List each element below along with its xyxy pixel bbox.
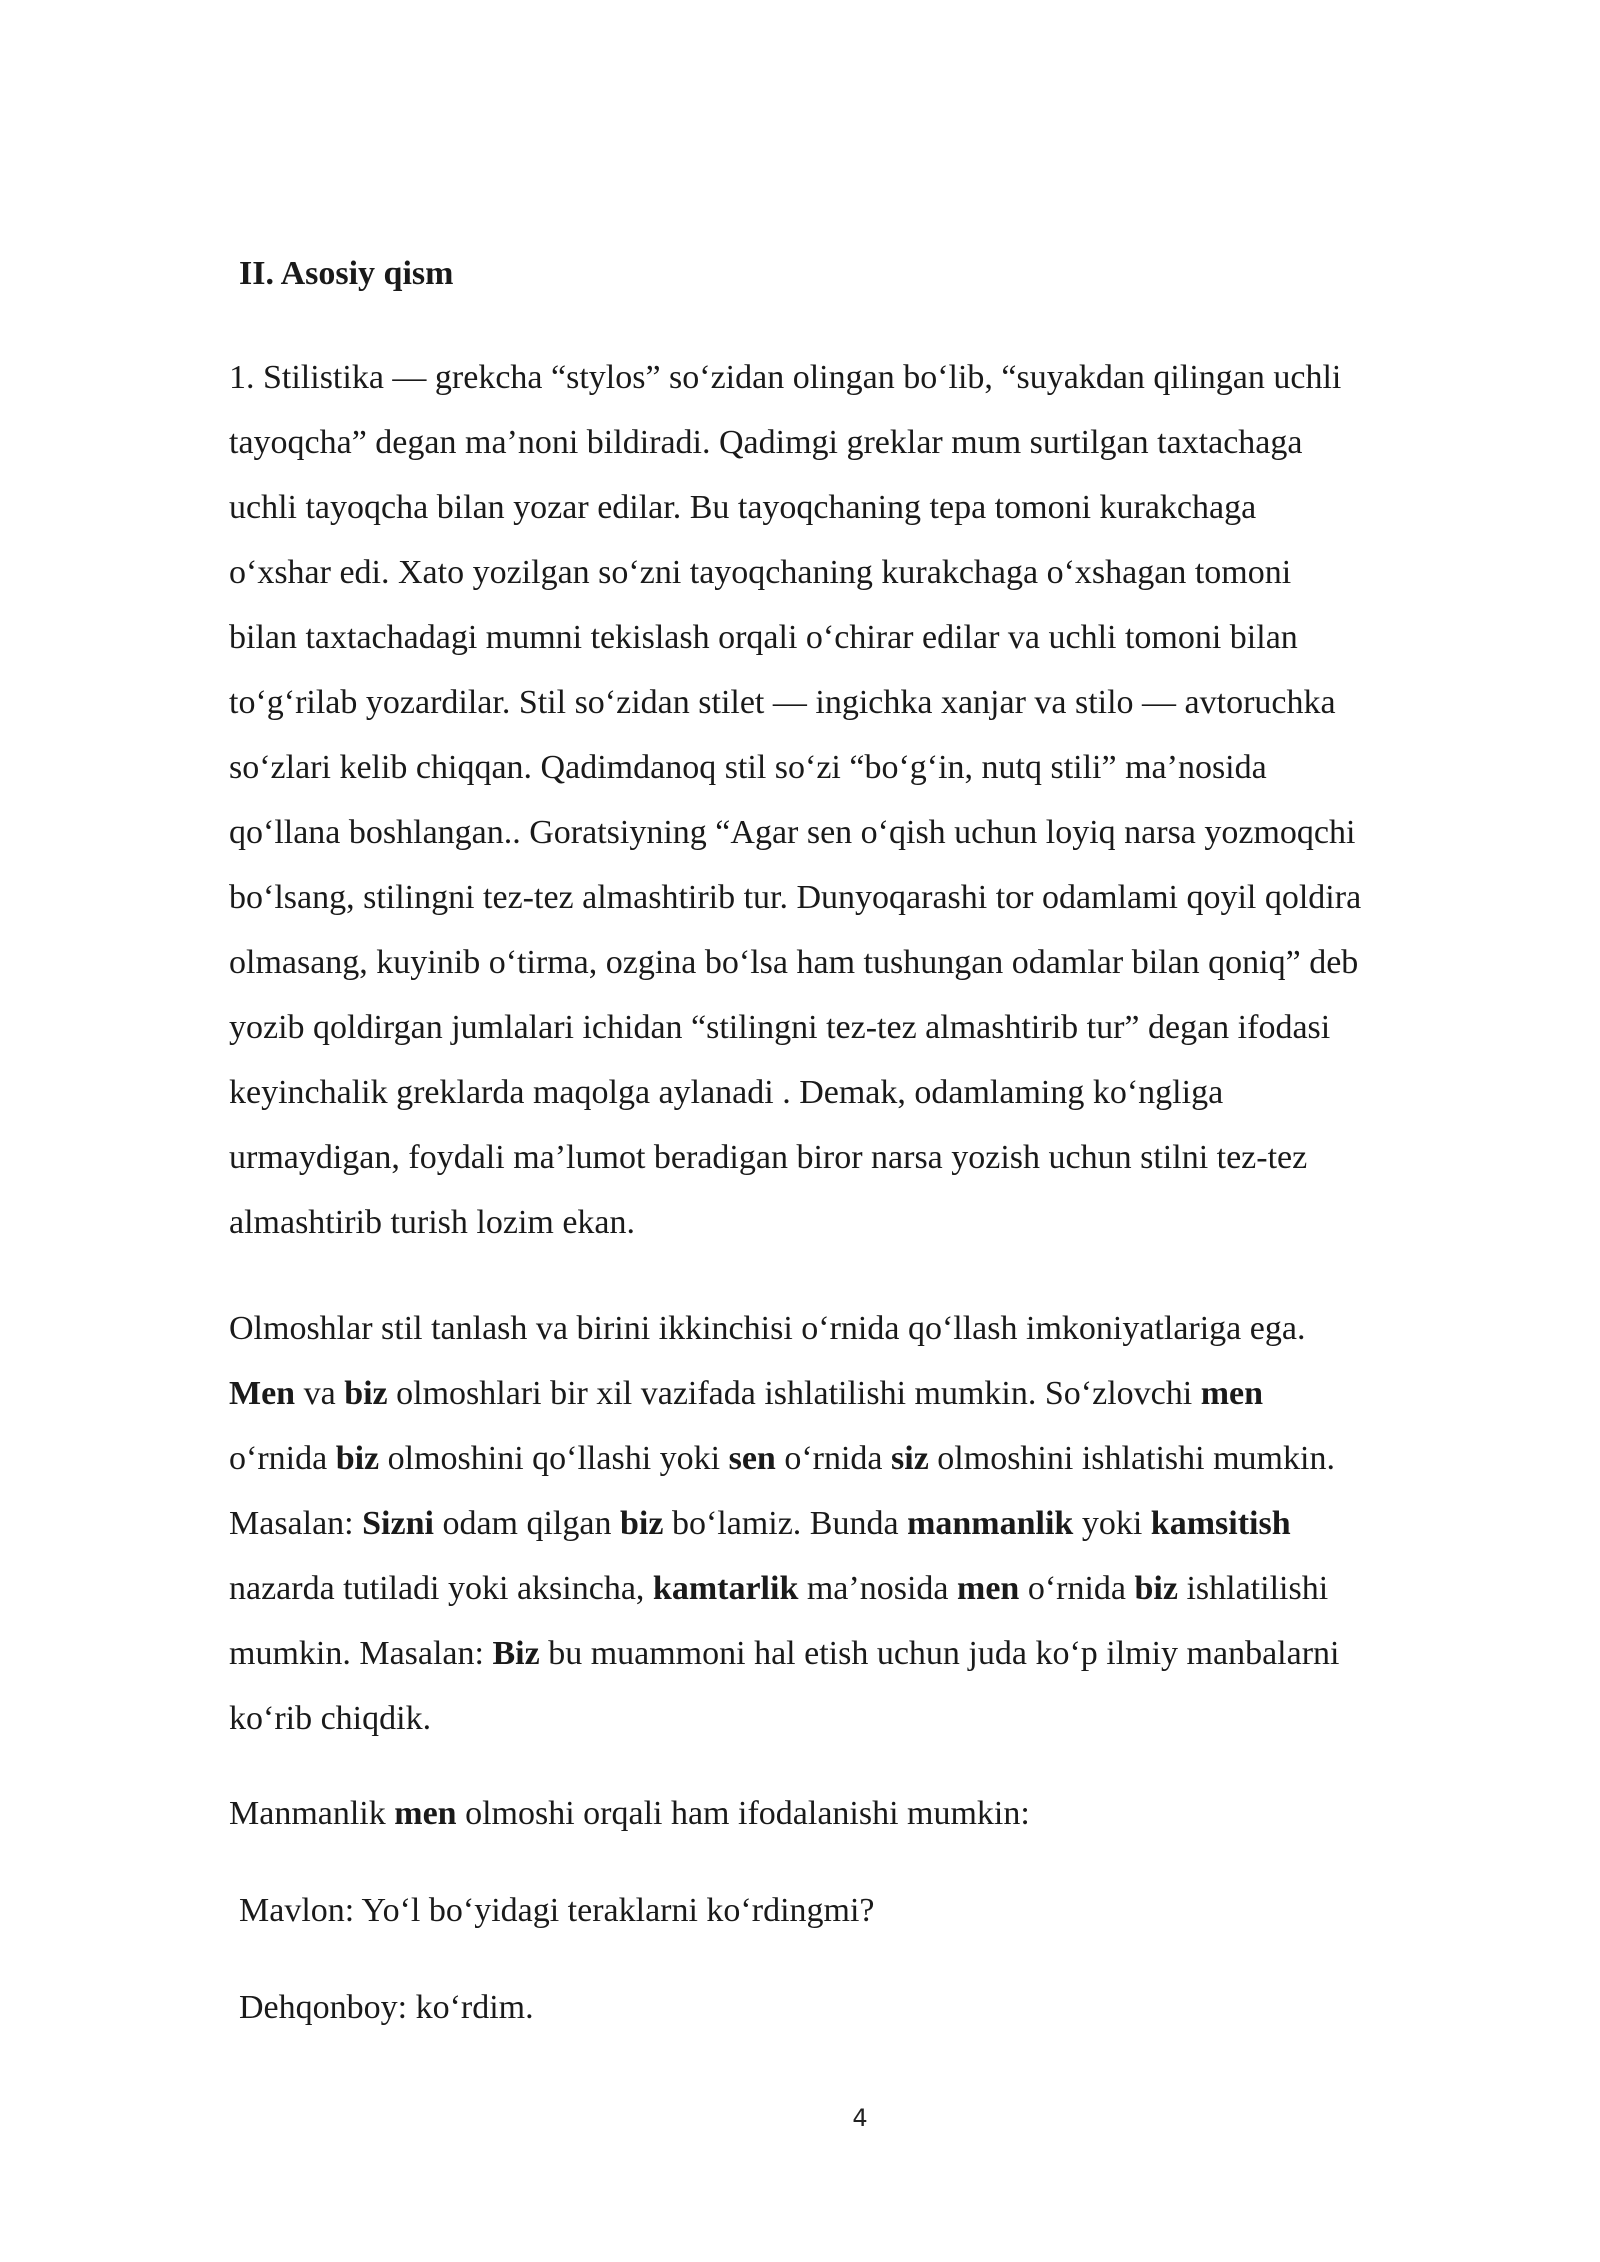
text-line (229, 1686, 1519, 1751)
bold-term: men (394, 1795, 457, 1832)
bold-term: men (1200, 1375, 1264, 1412)
paragraph-olmoshlar (229, 1296, 1519, 1751)
text-run: Masalan: (229, 1505, 363, 1542)
text-line: keyinchalik greklarda maqolga aylanadi . Demak, odamlaming ko‘ngliga (229, 1074, 1224, 1111)
text-run: bu muammoni hal etish uchun juda ko‘p ilmiy manbalarni (539, 1635, 1340, 1672)
text-run: olmoshi orqali ham ifodalanishi mumkin: (456, 1795, 1030, 1832)
bold-term: biz (1134, 1570, 1178, 1607)
text-run: mumkin. Masalan: (229, 1635, 493, 1672)
bold-term: biz (335, 1440, 380, 1477)
text-line (229, 1361, 1519, 1426)
page-number: 4 (852, 2104, 868, 2132)
text-run: bo‘lamiz. Bunda (663, 1505, 908, 1542)
text-run: odam qilgan (433, 1505, 620, 1542)
text-line (229, 1426, 1519, 1491)
paragraph-stilistika (229, 345, 1519, 1255)
text-line: qo‘llana boshlangan.. Goratsiyning “Agar sen o‘qish uchun loyiq narsa yozmoqchi (229, 814, 1356, 851)
text-run: olmoshini ishlatishi mumkin. (928, 1440, 1335, 1477)
bold-term: kamsitish (1150, 1505, 1291, 1542)
text-run: yoki (1073, 1505, 1151, 1542)
text-run: Olmoshlar stil tanlash va birini ikkinchisi o‘rnida qo‘llash imkoniyatlariga ega. (229, 1310, 1306, 1347)
bold-term: sen (728, 1440, 776, 1477)
text-line: tayoqcha” degan ma’noni bildiradi. Qadimgi greklar mum surtilgan taxtachaga (229, 424, 1303, 461)
text-line: yozib qoldirgan jumlalari ichidan “stilingni tez-tez almashtirib tur” degan ifodasi (229, 1009, 1331, 1046)
text-line: bilan taxtachadagi mumni tekislash orqali o‘chirar edilar va uchli tomoni bilan (229, 619, 1298, 656)
text-run: ishlatilishi (1177, 1570, 1329, 1607)
bold-term: kamtarlik (652, 1570, 799, 1607)
text-line: to‘g‘rilab yozardilar. Stil so‘zidan stilet — ingichka xanjar va stilo — avtoruchka (229, 684, 1336, 721)
bold-term: siz (891, 1440, 929, 1477)
text-line: 1. Stilistika — grekcha “stylos” so‘zidan olingan bo‘lib, “suyakdan qilingan uchli (229, 359, 1342, 396)
text-line: bo‘lsang, stilingni tez-tez almashtirib tur. Dunyoqarashi tor odamlami qoyil qoldira (229, 879, 1362, 916)
dialogue-line-mavlon: Mavlon: Yo‘l bo‘yidagi teraklarni ko‘rdingmi? (239, 1892, 875, 1929)
text-run: ko‘rib chiqdik. (229, 1700, 432, 1737)
text-line: so‘zlari kelib chiqqan. Qadimdanoq stil so‘zi “bo‘g‘in, nutq stili” ma’nosida (229, 749, 1267, 786)
text-run: Manmanlik (229, 1795, 395, 1832)
text-line (229, 1556, 1519, 1621)
text-run: o‘rnida (1019, 1570, 1135, 1607)
text-run: olmoshlari bir xil vazifada ishlatilishi mumkin. So‘zlovchi (387, 1375, 1201, 1412)
text-line: urmaydigan, foydali ma’lumot beradigan biror narsa yozish uchun stilni tez-tez (229, 1139, 1308, 1176)
text-run: va (295, 1375, 345, 1412)
dialogue-line-dehqonboy: Dehqonboy: ko‘rdim. (239, 1989, 534, 2026)
text-line (229, 1296, 1519, 1361)
text-line: o‘xshar edi. Xato yozilgan so‘zni tayoqchaning kurakchaga o‘xshagan tomoni (229, 554, 1292, 591)
text-line: olmasang, kuyinib o‘tirma, ozgina bo‘lsa ham tushungan odamlar bilan qoniq” deb (229, 944, 1359, 981)
text-line (229, 1781, 1519, 1846)
bold-term: Sizni (362, 1505, 434, 1542)
bold-term: manmanlik (907, 1505, 1074, 1542)
text-run: o‘rnida (775, 1440, 892, 1477)
paragraph-manmanlik (229, 1781, 1519, 1846)
bold-term: biz (619, 1505, 664, 1542)
text-run: nazarda tutiladi yoki aksincha, (229, 1570, 653, 1607)
text-line: almashtirib turish lozim ekan. (229, 1204, 636, 1241)
text-run: olmoshini qo‘llashi yoki (379, 1440, 729, 1477)
text-line (229, 1491, 1519, 1556)
bold-term: Biz (492, 1635, 540, 1672)
text-line: uchli tayoqcha bilan yozar edilar. Bu tayoqchaning tepa tomoni kurakchaga (229, 489, 1257, 526)
text-run: ma’nosida (798, 1570, 957, 1607)
text-line (229, 1621, 1519, 1686)
bold-term: men (957, 1570, 1020, 1607)
section-heading: II. Asosiy qism (239, 255, 454, 292)
bold-term: Men (229, 1375, 296, 1412)
bold-term: biz (344, 1375, 388, 1412)
text-run: o‘rnida (229, 1440, 336, 1477)
